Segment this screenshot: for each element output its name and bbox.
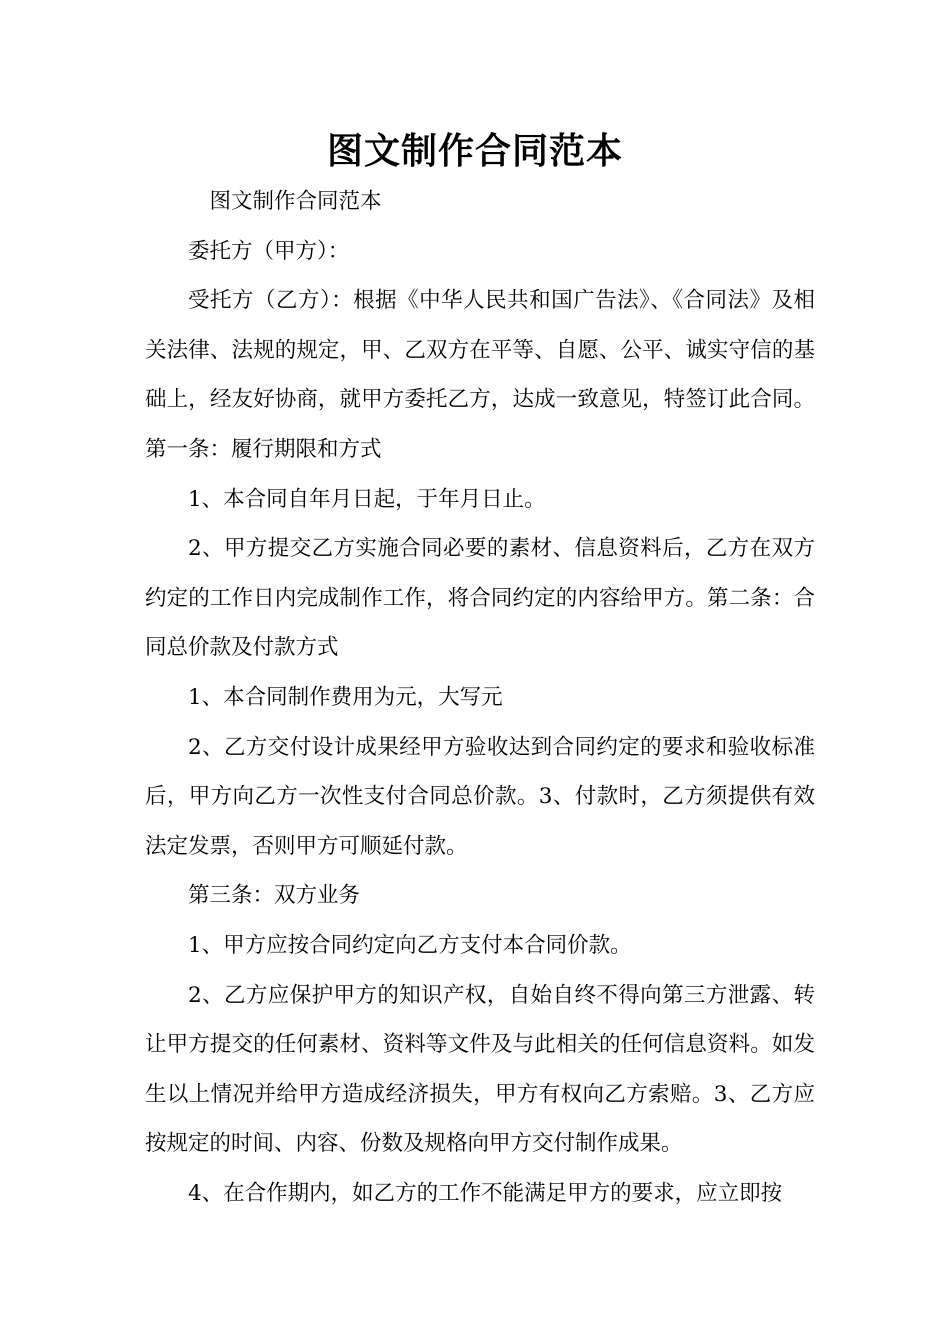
- party-b-paragraph: 受托方（乙方）：根据《中华人民共和国广告法》、《合同法》及相关法律、法规的规定，甲、乙双方在平等、自愿、公平、诚实守信的基础上，经友好协商，就甲方委托乙方，达成一致意见，特签订此合同。第一条：履行期限和方式: [145, 288, 815, 462]
- article-3-heading: 第三条：双方业务: [188, 883, 361, 909]
- duty-clause-1: 1、甲方应按合同约定向乙方支付本合同价款。: [188, 932, 632, 958]
- document-body: [145, 177, 815, 1218]
- document-subtitle: 图文制作合同范本: [209, 189, 382, 214]
- party-a-line: 委托方（甲方）：: [188, 238, 350, 264]
- term-clause-1: 1、本合同自年月日起，于年月日止。: [188, 486, 546, 512]
- duty-clause-4: 4、在合作期内，如乙方的工作不能满足甲方的要求，应立即按: [188, 1180, 783, 1206]
- price-clause-2: 2、乙方交付设计成果经甲方验收达到合同约定的要求和验收标准后，甲方向乙方一次性支付合同总价款。3、付款时，乙方须提供有效法定发票，否则甲方可顺延付款。: [145, 734, 815, 859]
- price-clause-1: 1、本合同制作费用为元，大写元: [188, 684, 503, 710]
- document-title: 图文制作合同范本: [326, 131, 623, 172]
- duty-clause-2: 2、乙方应保护甲方的知识产权，自始自终不得向第三方泄露、转让甲方提交的任何素材、资料等文件及与此相关的任何信息资料。如发生以上情况并给甲方造成经济损失，甲方有权向乙方索赔。3、乙方应按规定的时间、内容、份数及规格向甲方交付制作成果。: [145, 982, 815, 1157]
- term-clause-2: 2、甲方提交乙方实施合同必要的素材、信息资料后，乙方在双方约定的工作日内完成制作工作，将合同约定的内容给甲方。第二条：合同总价款及付款方式: [145, 536, 815, 661]
